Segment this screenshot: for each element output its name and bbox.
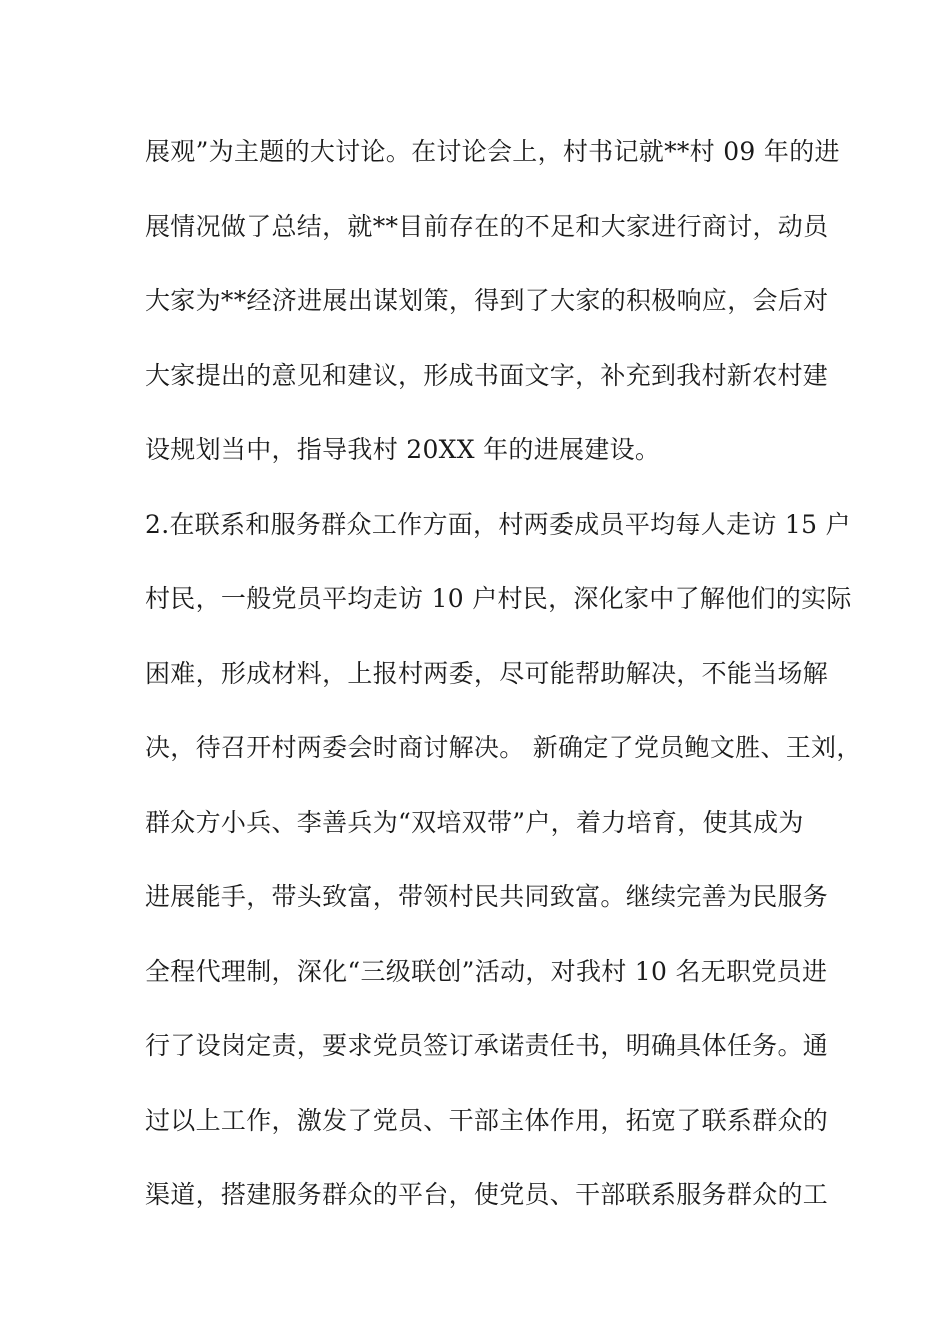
text-line: 村民，一般党员平均走访 10 户村民，深化家中了解他们的实际 <box>145 584 852 613</box>
text-line: 设规划当中，指导我村 20XX 年的进展建设。 <box>145 435 661 464</box>
body-text <box>145 127 862 1245</box>
text-line: 展观”为主题的大讨论。在讨论会上，村书记就**村 09 年的进 <box>145 137 840 166</box>
text-line: 进展能手，带头致富，带领村民共同致富。继续完善为民服务 <box>145 882 829 911</box>
text-line: 渠道，搭建服务群众的平台，使党员、干部联系服务群众的工 <box>145 1180 829 1209</box>
text-line: 行了设岗定责，要求党员签订承诺责任书，明确具体任务。通 <box>145 1031 829 1060</box>
text-line: 大家提出的意见和建议，形成书面文字，补充到我村新农村建 <box>145 360 829 390</box>
text-line: 全程代理制，深化“三级联创”活动，对我村 10 名无职党员进 <box>145 956 828 986</box>
text-line: 2.在联系和服务群众工作方面，村两委成员平均每人走访 15 户 <box>145 509 851 539</box>
text-line: 过以上工作，激发了党员、干部主体作用，拓宽了联系群众的 <box>145 1105 829 1135</box>
text-line: 困难，形成材料，上报村两委，尽可能帮助解决，不能当场解 <box>145 658 829 688</box>
text-line: 大家为**经济进展出谋划策，得到了大家的积极响应，会后对 <box>145 286 829 315</box>
text-line: 展情况做了总结，就**目前存在的不足和大家进行商讨，动员 <box>145 211 829 241</box>
text-line: 决，待召开村两委会时商讨解决。 新确定了党员鲍文胜、王刘， <box>145 733 862 762</box>
text-line: 群众方小兵、李善兵为“双培双带”户，着力培育，使其成为 <box>145 807 804 837</box>
